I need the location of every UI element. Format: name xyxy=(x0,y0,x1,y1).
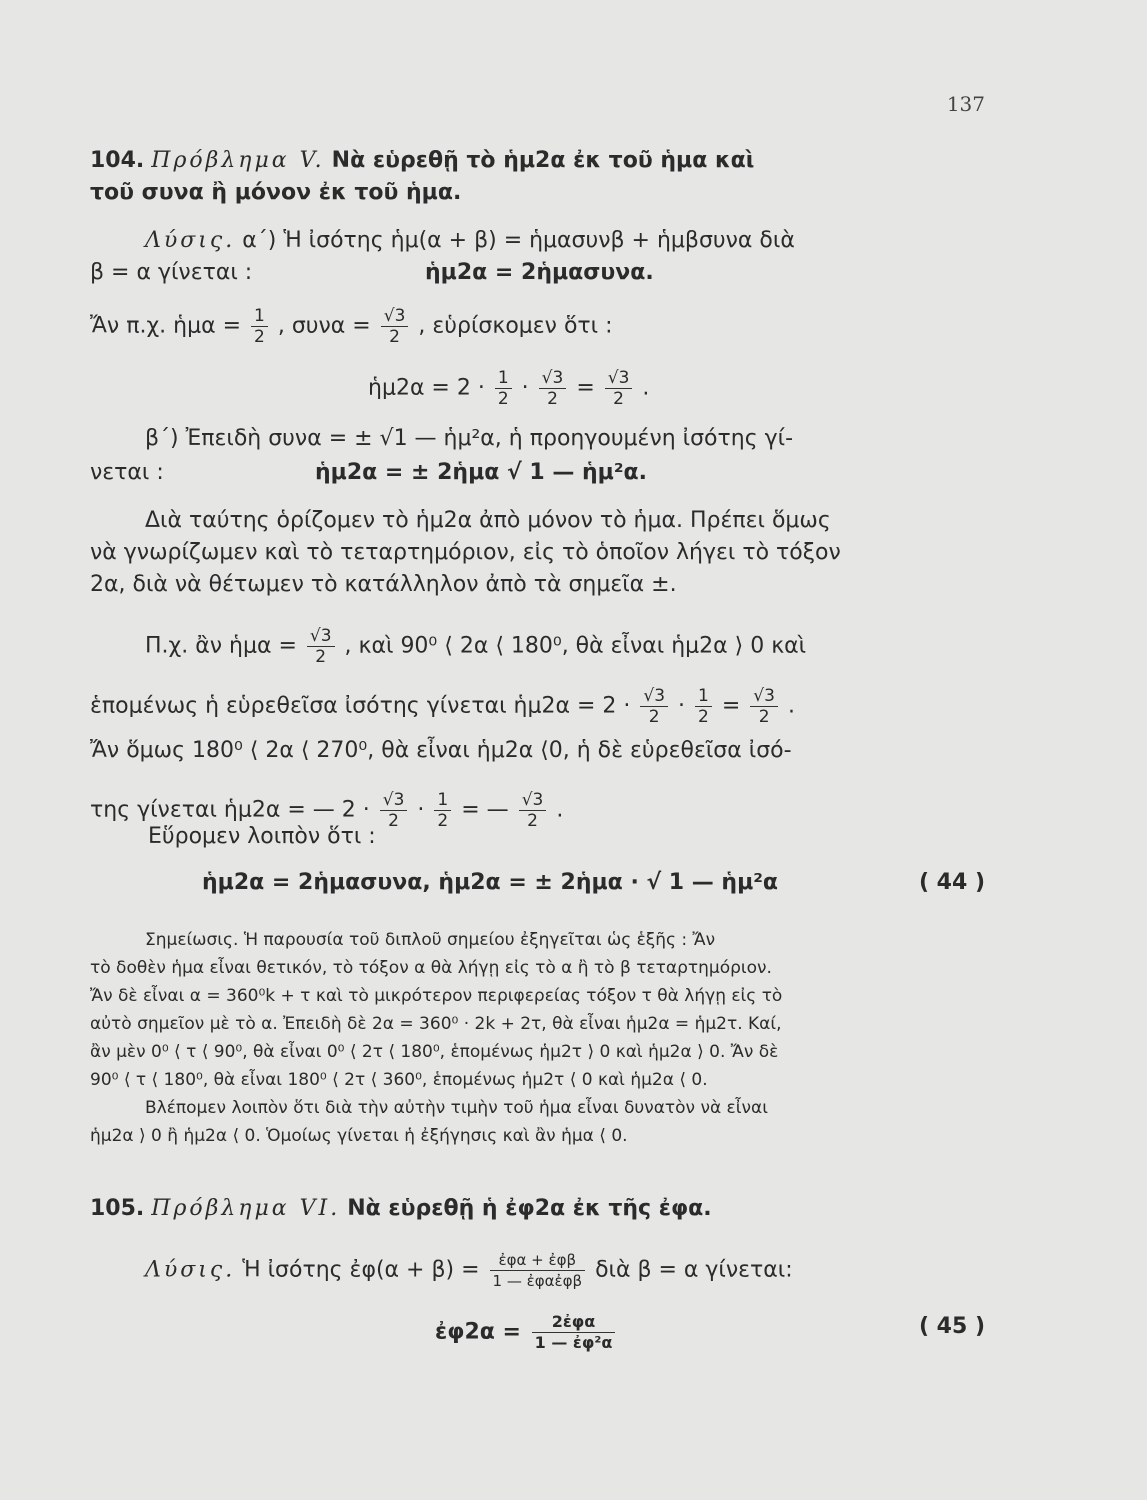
note-line-3: Ἄν δὲ εἶναι α = 360⁰k + τ καὶ τὸ μικρότερον περιφερείας τόξον τ θὰ λήγῃ εἰς τὸ xyxy=(90,986,783,1006)
example-3-frac-a: $\frac{√3}{2}$ xyxy=(380,790,408,831)
section-105-heading xyxy=(90,1194,985,1224)
lysis-label: Λύσις. xyxy=(145,228,236,253)
formula-45: ἐφ2α = $\frac{\text{2ἐφα}}{\text{1 — ἐφ²α}}$ xyxy=(435,1312,618,1353)
note-line-2: τὸ δοθὲν ἡμα εἶναι θετικόν, τὸ τόξον α θὰ λήγῃ εἰς τὸ α ἢ τὸ β τεταρτημόριον. xyxy=(90,958,772,978)
example-1-pre: Ἄν π.χ. ἡμα = xyxy=(90,313,242,339)
paragraph-line-2: νὰ γνωρίζωμεν καὶ τὸ τεταρτημόριον, εἰς τὸ ὁποῖον λήγει τὸ τόξον xyxy=(90,540,841,565)
solution-b-line-2: νεται : ἡμ2α = ± 2ἡμα √ 1 — ἡμ²α. xyxy=(90,458,985,488)
example-3-line-2: της γίνεται ἡμ2α = — 2 · $\frac{√3}{2}$ · $\frac{1}{2}$ = — $\frac{√3}{2}$ . xyxy=(90,790,564,831)
solution-a-line-2 xyxy=(90,258,985,288)
section-105-heading-text: Νὰ εὑρεθῇ ἡ ἐφ2α ἐκ τῆς ἐφα. xyxy=(347,1196,712,1221)
equation-number-45: ( 45 ) xyxy=(918,1314,985,1339)
example-1-mid: , συνα = xyxy=(277,313,371,339)
solution-a-line-1 xyxy=(90,226,985,256)
calc-fraction-sqrt3-half: $\frac{√3}{2}$ xyxy=(539,368,567,409)
example-1-calculation: ἡμ2α = 2 · $\frac{1}{2}$ · $\frac{√3}{2}$ = $\frac{√3}{2}$ . xyxy=(368,368,650,409)
lysis-label-105: Λύσις. xyxy=(145,1257,236,1283)
section-105-solution-line: Λύσις. Ἡ ἰσότης ἐφ(α + β) = $\frac{\text{ἐφα + ἐφβ}}{\text{1 — ἐφαἐφβ}}$ διὰ β = α γίνεται: xyxy=(145,1251,793,1290)
section-104-number: 104. xyxy=(90,148,145,173)
equation-number-44: ( 44 ) xyxy=(918,870,985,895)
example-2-fraction: $\frac{√3}{2}$ xyxy=(307,626,335,667)
formula-sin2a-sqrt: ἡμ2α = ± 2ἡμα √ 1 — ἡμ²α. xyxy=(315,460,647,485)
section-104-heading-line-1 xyxy=(90,146,985,176)
example-2-frac-a: $\frac{√3}{2}$ xyxy=(640,686,668,727)
formula-44: ἡμ2α = 2ἡμασυνα, ἡμ2α = ± 2ἡμα · √ 1 — ἡμ²α xyxy=(202,870,779,895)
example-2-frac-result: $\frac{√3}{2}$ xyxy=(750,686,778,727)
paragraph-line-3: 2α, διὰ νὰ θέτωμεν τὸ κατάλληλον ἀπὸ τὰ σημεῖα ±. xyxy=(90,572,677,597)
section-104-heading-text: Νὰ εὑρεθῇ τὸ ἡμ2α ἐκ τοῦ ἡμα καὶ xyxy=(331,148,755,173)
example-1-post: , εὑρίσκομεν ὅτι : xyxy=(418,313,613,339)
solution-a-text: α΄) Ἡ ἰσότης ἡμ(α + β) = ἡμασυνβ + ἡμβσυνα διὰ xyxy=(242,228,795,253)
formula-sin2a-product: ἡμ2α = 2ἡμασυνα. xyxy=(425,260,654,285)
example-3-frac-result: $\frac{√3}{2}$ xyxy=(519,790,547,831)
note-line-7: Βλέπομεν λοιπὸν ὅτι διὰ τὴν αὐτὴν τιμὴν τοῦ ἡμα εἶναι δυνατὸν νὰ εἶναι xyxy=(145,1098,768,1118)
example-3-frac-b: $\frac{1}{2}$ xyxy=(434,790,451,831)
note-line-5: ἂν μὲν 0⁰ ⟨ τ ⟨ 90⁰, θὰ εἶναι 0⁰ ⟨ 2τ ⟨ 180⁰, ἑπομένως ἡμ2τ ⟩ 0 καὶ ἡμ2α ⟩ 0. Ἄν δὲ xyxy=(90,1042,779,1062)
solution-b-line-1: β΄) Ἐπειδὴ συνα = ± √1 — ἡμ²α, ἡ προηγουμένη ἰσότης γί- xyxy=(145,426,794,451)
calc-result-sqrt3-half: $\frac{√3}{2}$ xyxy=(605,368,633,409)
example-3-line-1: Ἄν ὅμως 180⁰ ⟨ 2α ⟨ 270⁰, θὰ εἶναι ἡμ2α ⟨0, ἡ δὲ εὑρεθεῖσα ἰσό- xyxy=(90,738,792,763)
example-1-line xyxy=(90,306,985,347)
note-line-6: 90⁰ ⟨ τ ⟨ 180⁰, θὰ εἶναι 180⁰ ⟨ 2τ ⟨ 360⁰, ἑπομένως ἡμ2τ ⟨ 0 καὶ ἡμ2α ⟨ 0. xyxy=(90,1070,708,1090)
found-line: Εὕρομεν λοιπὸν ὅτι : xyxy=(148,824,376,849)
note-line-1: Σημείωσις. Ἡ παρουσία τοῦ διπλοῦ σημείου ἐξηγεῖται ὡς ἑξῆς : Ἄν xyxy=(145,930,716,950)
fraction-sqrt3-half: $\frac{√3}{2}$ xyxy=(381,306,409,347)
note-line-8: ἡμ2α ⟩ 0 ἢ ἡμ2α ⟨ 0. Ὁμοίως γίνεται ἡ ἐξήγησις καὶ ἂν ἡμα ⟨ 0. xyxy=(90,1126,628,1146)
section-104-heading-line-2: τοῦ συνα ἢ μόνον ἐκ τοῦ ἡμα. xyxy=(90,180,462,205)
note-line-4: αὐτὸ σημεῖον μὲ τὸ α. Ἐπειδὴ δὲ 2α = 360⁰ · 2k + 2τ, θὰ εἶναι ἡμ2α = ἡμ2τ. Καί, xyxy=(90,1014,782,1034)
example-2-line-1: Π.χ. ἂν ἡμα = $\frac{√3}{2}$ , καὶ 90⁰ ⟨ 2α ⟨ 180⁰, θὰ εἶναι ἡμ2α ⟩ 0 καὶ xyxy=(145,626,807,667)
section-105-title: Πρόβλημα VI. xyxy=(151,1196,341,1221)
paragraph-line-1: Διὰ ταύτης ὁρίζομεν τὸ ἡμ2α ἀπὸ μόνον τὸ ἡμα. Πρέπει ὅμως xyxy=(145,508,831,533)
section-104-title: Πρόβλημα V. xyxy=(151,148,325,173)
page-number: 137 xyxy=(946,92,985,116)
tan2a-fraction: $\frac{\text{2ἐφα}}{\text{1 — ἐφ²α}}$ xyxy=(532,1312,616,1353)
calc-fraction-half: $\frac{1}{2}$ xyxy=(495,368,512,409)
section-105-number: 105. xyxy=(90,1196,145,1221)
example-2-frac-b: $\frac{1}{2}$ xyxy=(695,686,712,727)
example-2-line-2: ἑπομένως ἡ εὑρεθεῖσα ἰσότης γίνεται ἡμ2α = 2 · $\frac{√3}{2}$ · $\frac{1}{2}$ = $\frac{√3}{2}$ . xyxy=(90,686,795,727)
tan-sum-fraction: $\frac{\text{ἐφα + ἐφβ}}{\text{1 — ἐφαἐφβ}}$ xyxy=(490,1250,586,1291)
fraction-one-half: $\frac{1}{2}$ xyxy=(251,306,268,347)
solution-a-text-2: β = α γίνεται : xyxy=(90,260,253,285)
